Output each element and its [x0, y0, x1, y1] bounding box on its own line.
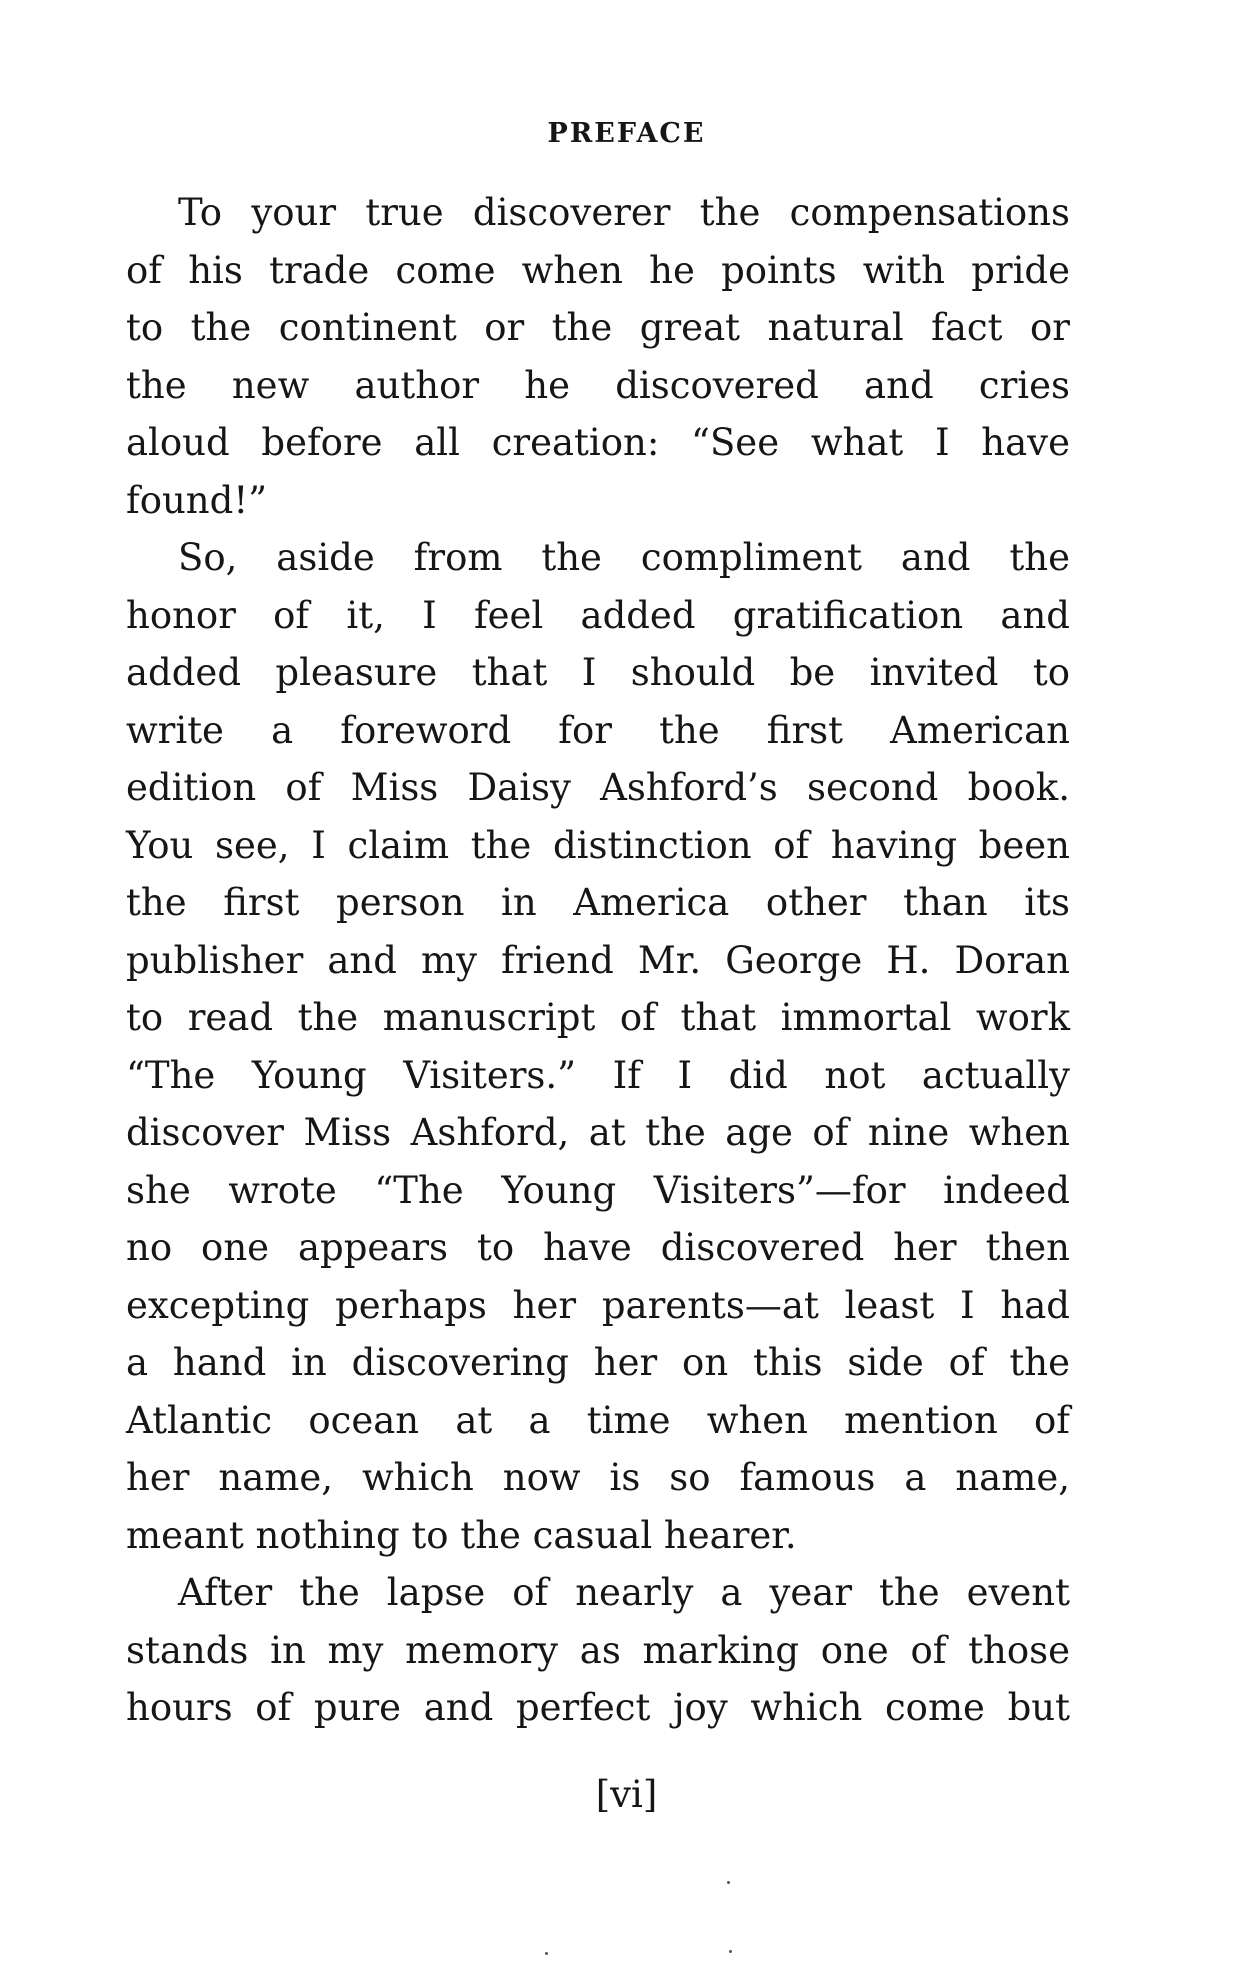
text-line: excepting perhaps her parents—at least I had: [126, 1283, 1070, 1327]
text-line: aloud before all creation: “See what I have: [126, 421, 1070, 464]
text-line: of his trade come when he points with pride: [126, 248, 1070, 292]
text-line: to read the manuscript of that immortal work: [126, 996, 1070, 1039]
text-line: hours of pure and perfect joy which come but: [126, 1686, 1070, 1729]
text-line: Atlantic ocean at a time when mention of: [126, 1398, 1070, 1442]
text-line: she wrote “The Young Visiters”—for indeed: [126, 1168, 1070, 1212]
paragraph-2: [126, 529, 1070, 1564]
text-line: write a foreword for the first American: [126, 708, 1070, 752]
paragraph-3: [126, 1564, 1070, 1737]
paper-speck: [729, 1950, 732, 1953]
text-line: a hand in discovering her on this side of the: [126, 1341, 1070, 1384]
text-line: meant nothing to the casual hearer.: [126, 1513, 797, 1557]
text-line: To your true discoverer the compensations: [178, 191, 1070, 234]
text-line: So, aside from the compliment and the: [178, 536, 1070, 579]
text-line: edition of Miss Daisy Ashford’s second book.: [126, 766, 1070, 809]
text-line: discover Miss Ashford, at the age of nine when: [126, 1111, 1070, 1154]
text-line: publisher and my friend Mr. George H. Doran: [126, 938, 1070, 982]
text-line: the new author he discovered and cries: [126, 363, 1070, 407]
body-text: [126, 184, 1070, 1737]
text-line: to the continent or the great natural fact or: [126, 306, 1070, 349]
text-line: no one appears to have discovered her then: [126, 1226, 1070, 1269]
text-line: honor of it, I feel added gratification and: [126, 593, 1070, 637]
text-line: the first person in America other than its: [126, 881, 1070, 924]
paragraph-1: [126, 184, 1070, 529]
paper-speck: [727, 1881, 730, 1884]
text-line: stands in my memory as marking one of those: [126, 1628, 1070, 1672]
text-line: added pleasure that I should be invited to: [126, 651, 1070, 694]
text-line: her name, which now is so famous a name,: [126, 1456, 1070, 1499]
text-line: found!”: [126, 478, 268, 522]
text-line: After the lapse of nearly a year the event: [178, 1571, 1070, 1614]
paper-speck: [545, 1952, 548, 1955]
page-number: [vi]: [595, 1773, 658, 1816]
running-head: PREFACE: [547, 118, 706, 149]
text-line: You see, I claim the distinction of having been: [126, 823, 1070, 867]
text-line: “The Young Visiters.” If I did not actually: [126, 1053, 1070, 1097]
